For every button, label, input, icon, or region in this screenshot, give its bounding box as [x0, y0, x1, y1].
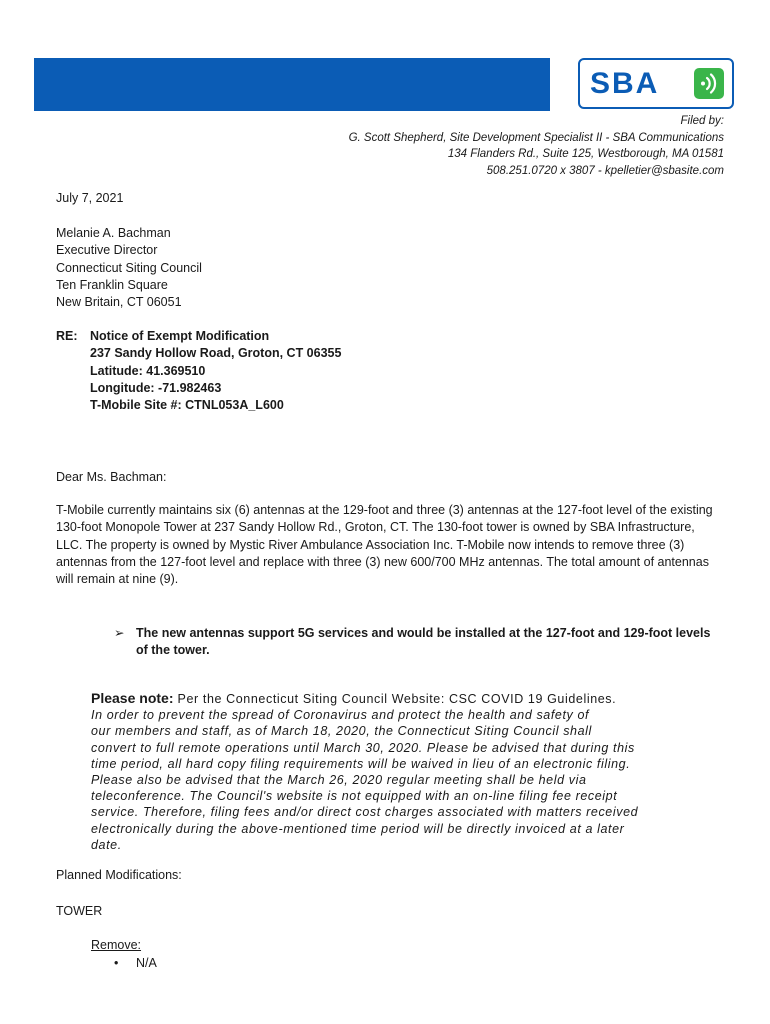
recipient-organization: Connecticut Siting Council	[56, 260, 202, 275]
sba-logo	[578, 58, 734, 109]
bullet-text: The new antennas support 5G services and would be installed at the 127-foot and 129-foot levels of the tower.	[136, 626, 711, 658]
logo-text: SBA	[590, 67, 660, 100]
filed-by-label: Filed by:	[680, 115, 724, 127]
re-longitude: Longitude: -71.982463	[90, 380, 222, 395]
filed-by-block	[349, 113, 724, 179]
recipient-street: Ten Franklin Square	[56, 277, 168, 292]
recipient-address	[56, 225, 202, 311]
remove-list-item	[114, 955, 157, 972]
note-line: electronically during the above-mentioned time period will be directly invoiced at a later	[91, 821, 625, 836]
re-subject: Notice of Exempt Modification	[90, 329, 270, 343]
re-address: 237 Sandy Hollow Road, Groton, CT 06355	[90, 346, 342, 361]
filed-by-contact: 508.251.0720 x 3807 - kpelletier@sbasite.com	[486, 164, 724, 177]
re-site-number: T-Mobile Site #: CTNL053A_L600	[90, 398, 284, 413]
re-lines	[90, 328, 341, 414]
salutation: Dear Ms. Bachman:	[56, 470, 167, 484]
note-line: service. Therefore, filing fees and/or direct cost charges associated with matters received	[91, 805, 639, 820]
recipient-title: Executive Director	[56, 243, 158, 258]
bullet-dot-icon: •	[114, 956, 119, 970]
arrow-bullet-icon: ➢	[114, 626, 125, 640]
remove-item-text: N/A	[136, 956, 157, 970]
note-line: our members and staff, as of March 18, 2020, the Connecticut Siting Council shall	[91, 724, 592, 739]
planned-modifications-heading: Planned Modifications:	[56, 868, 182, 882]
note-line: Please also be advised that the March 26, 2020 regular meeting shall be held via	[91, 773, 587, 788]
covid-note	[91, 690, 691, 853]
remove-heading: Remove:	[91, 938, 142, 952]
header-band	[34, 58, 550, 111]
note-line: teleconference. The Council's website is not equipped with an on-line filing fee receipt	[91, 789, 618, 804]
recipient-city: New Britain, CT 06051	[56, 295, 182, 310]
recipient-name: Melanie A. Bachman	[56, 226, 171, 240]
note-line: convert to full remote operations until March 30, 2020. Please be advised that during this	[91, 740, 635, 755]
filed-by-address: 134 Flanders Rd., Suite 125, Westborough, MA 01581	[447, 148, 724, 160]
note-first-line: Per the Connecticut Siting Council Website: CSC COVID 19 Guidelines.	[173, 692, 617, 706]
body-paragraph: T-Mobile currently maintains six (6) antennas at the 129-foot and three (3) antennas at the 127-foot level of the existing 130-foot Monopole Tower at 237 Sandy Hollow Rd., Groton, CT. The 130-foot tower is owned by SBA Infrastructure, LLC. The property is owned by Mystic River Ambulance Association Inc. T-Mobile now intends to remove three (3) antennas from the 127-foot level and replace with three (3) new 600/700 MHz antennas. The total amount of antennas will remain at nine (9).	[56, 503, 713, 587]
signal-waves-icon	[694, 68, 724, 99]
letter-date: July 7, 2021	[56, 191, 124, 205]
note-line: time period, all hard copy filing requirements will be waived in lieu of an electronic filing.	[91, 756, 631, 771]
note-line: date.	[91, 837, 122, 852]
re-latitude: Latitude: 41.369510	[90, 363, 206, 378]
note-heading: Please note:	[91, 690, 174, 706]
filed-by-name: G. Scott Shepherd, Site Development Specialist II - SBA Communications	[348, 131, 724, 144]
note-line: In order to prevent the spread of Coronavirus and protect the health and safety of	[91, 708, 590, 723]
tower-heading: TOWER	[56, 904, 103, 918]
re-label: RE:	[56, 329, 78, 343]
